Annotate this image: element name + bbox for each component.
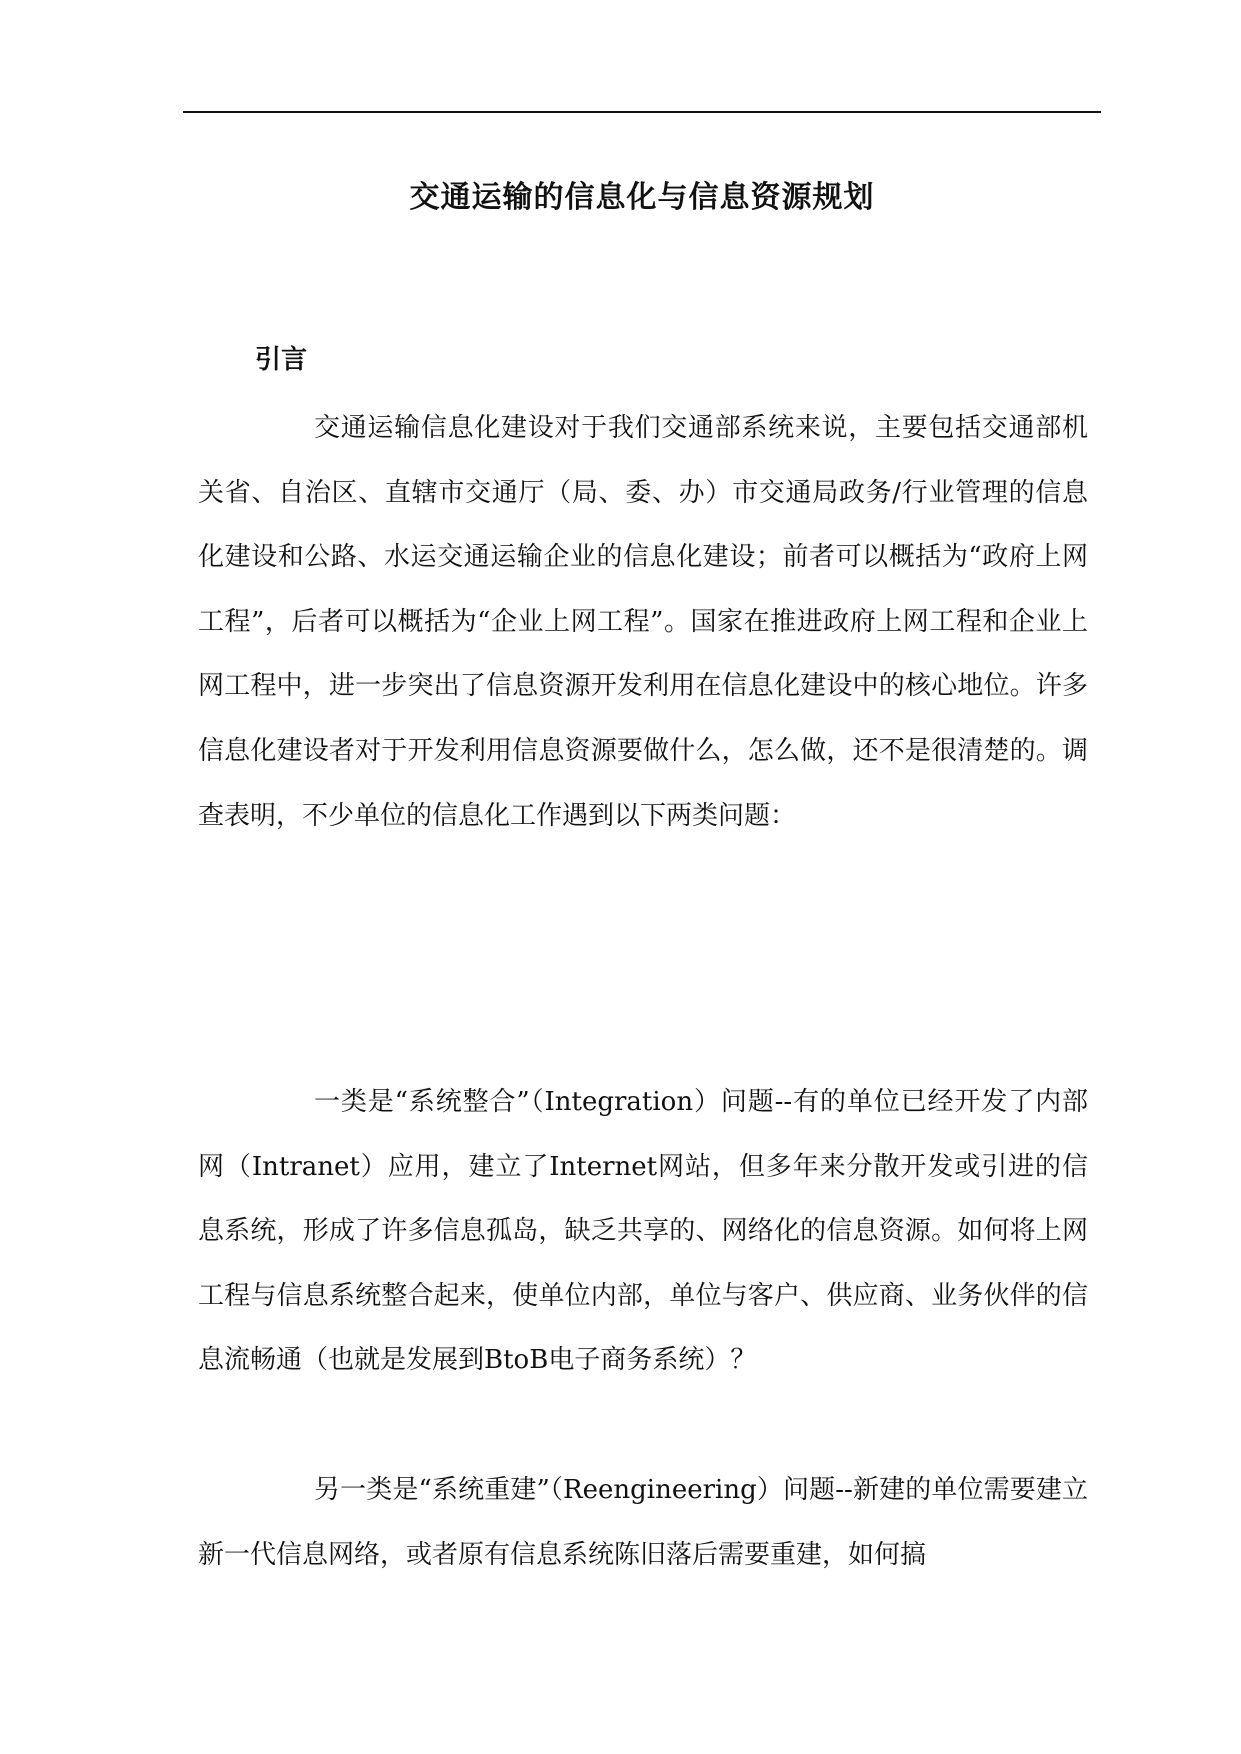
- body-paragraph-1: 交通运输信息化建设对于我们交通部系统来说，主要包括交通部机关省、自治区、直辖市交通厅（局、委、办）市交通局政务/行业管理的信息化建设和公路、水运交通运输企业的信息化建设；前者可以概括为“政府上网工程”，后者可以概括为“企业上网工程”。国家在推进政府上网工程和企业上网工程中，进一步突出了信息资源开发利用在信息化建设中的核心地位。许多信息化建设者对于开发利用信息资源要做什么，怎么做，还不是很清楚的。调查表明，不少单位的信息化工作遇到以下两类问题：: [198, 413, 1088, 831]
- section-heading: 引言: [255, 345, 308, 375]
- document-title: 交通运输的信息化与信息资源规划: [409, 180, 875, 215]
- body-paragraph-2: 一类是“系统整合”（Integration）问题--有的单位已经开发了内部网（Intranet）应用，建立了Internet网站，但多年来分散开发或引进的信息系统，形成了许多信息孤岛，缺乏共享的、网络化的信息资源。如何将上网工程与信息系统整合起来，使单位内部，单位与客户、供应商、业务伙伴的信息流畅通（也就是发展到BtoB电子商务系统）？: [198, 1087, 1088, 1376]
- header-rule: [183, 111, 1101, 113]
- body-paragraph-3: 另一类是“系统重建”（Reengineering）问题--新建的单位需要建立新一代信息网络，或者原有信息系统陈旧落后需要重建，如何搞: [198, 1475, 1088, 1570]
